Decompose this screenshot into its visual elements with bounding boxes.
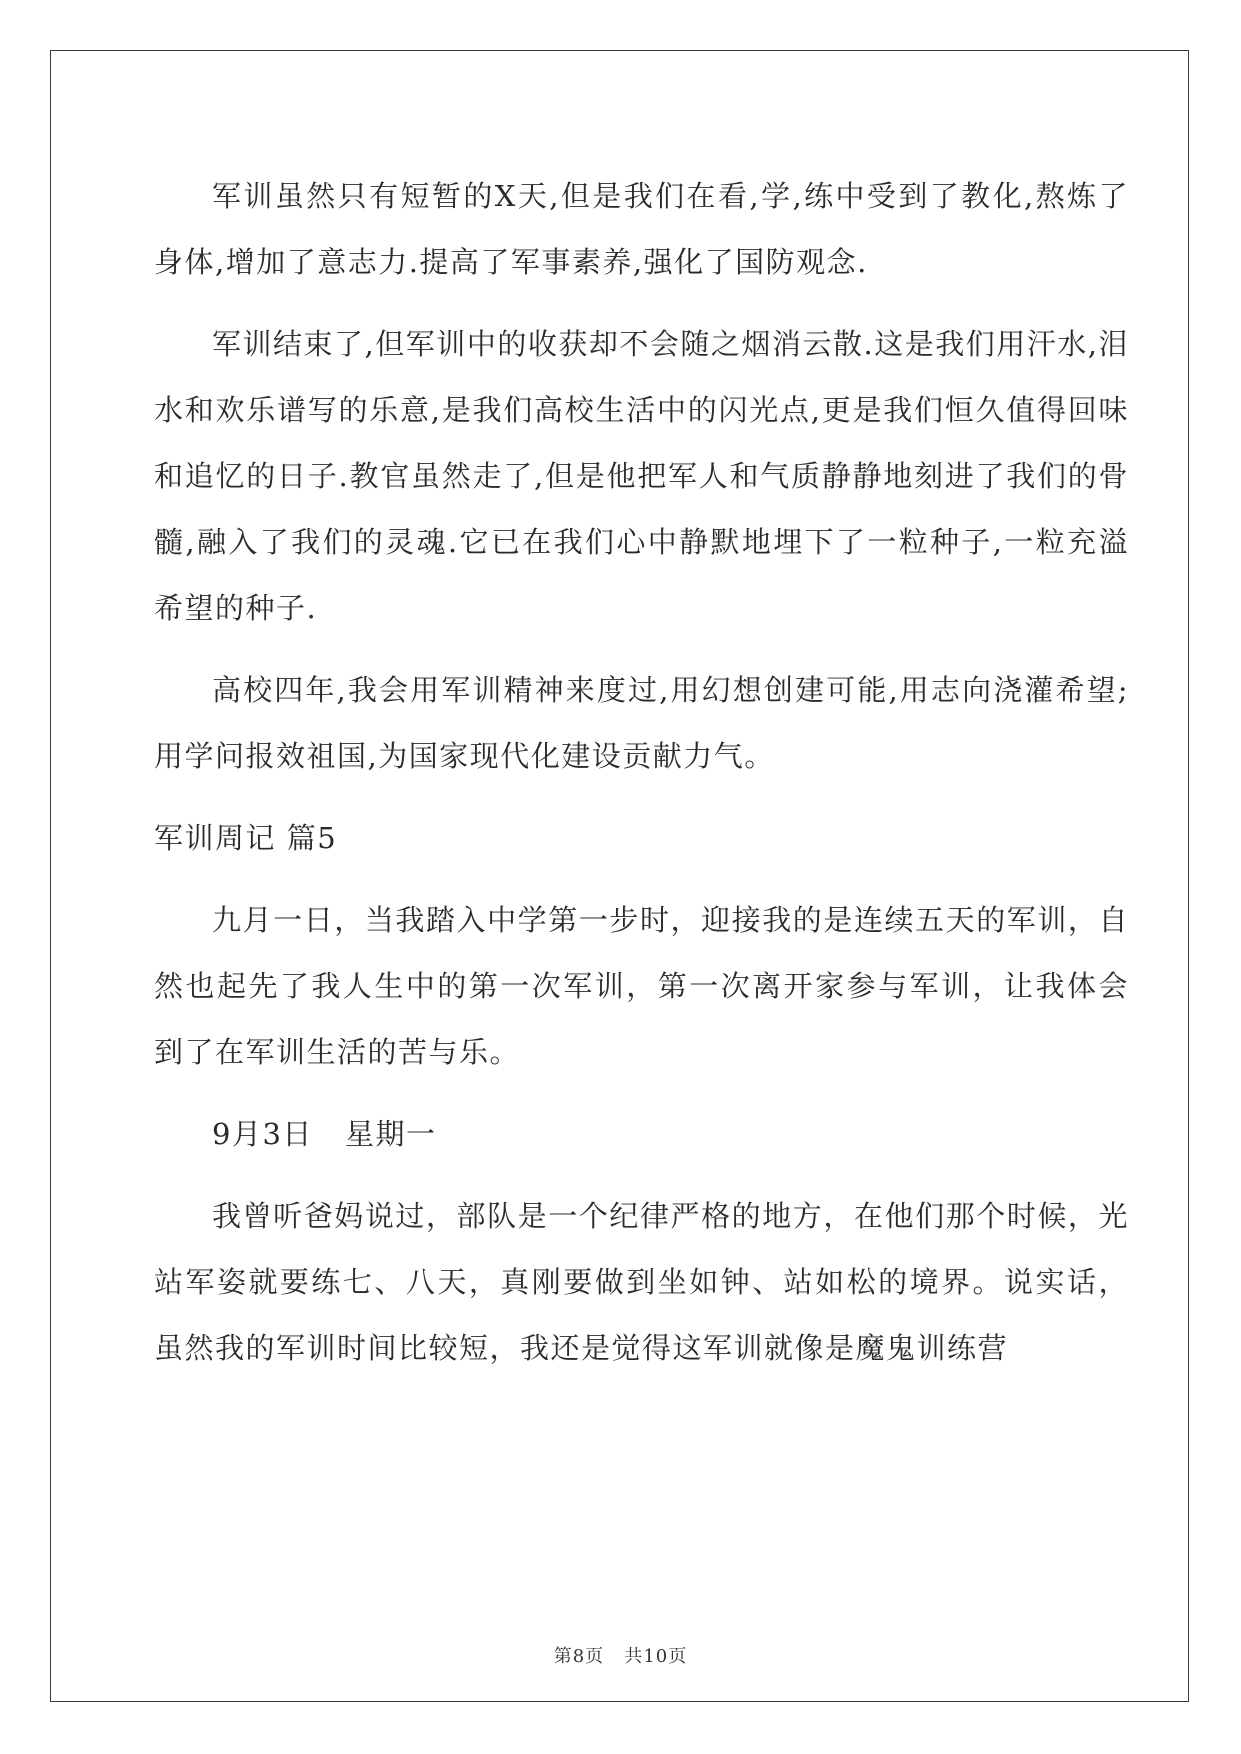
- paragraph-5: 我曾听爸妈说过，部队是一个纪律严格的地方，在他们那个时候，光站军姿就要练七、八天，真刚要做到坐如钟、站如松的境界。说实话，虽然我的军训时间比较短，我还是觉得这军训就像是魔鬼训练营: [154, 1199, 1129, 1365]
- page-footer: 第8页 共10页: [553, 1646, 688, 1667]
- date-line: 9月3日 星期一: [212, 1117, 437, 1151]
- paragraph-2: 军训结束了,但军训中的收获却不会随之烟消云散.这是我们用汗水,泪水和欢乐谱写的乐意,是我们高校生活中的闪光点,更是我们恒久值得回味和追忆的日子.教官虽然走了,但是他把军人和气质静静地刻进了我们的骨髓,融入了我们的灵魂.它已在我们心中静默地埋下了一粒种子,一粒充溢希望的种子.: [154, 327, 1129, 625]
- paragraph-4: 九月一日，当我踏入中学第一步时，迎接我的是连续五天的军训，自然也起先了我人生中的第一次军训，第一次离开家参与军训，让我体会到了在军训生活的苦与乐。: [154, 903, 1129, 1069]
- section-heading: 军训周记 篇5: [154, 821, 338, 855]
- document-body: [154, 163, 1129, 1397]
- paragraph-1: 军训虽然只有短暂的X天,但是我们在看,学,练中受到了教化,熬炼了身体,增加了意志力.提高了军事素养,强化了国防观念.: [154, 179, 1129, 279]
- paragraph-3: 高校四年,我会用军训精神来度过,用幻想创建可能,用志向浇灌希望;用学问报效祖国,为国家现代化建设贡献力气。: [154, 673, 1129, 773]
